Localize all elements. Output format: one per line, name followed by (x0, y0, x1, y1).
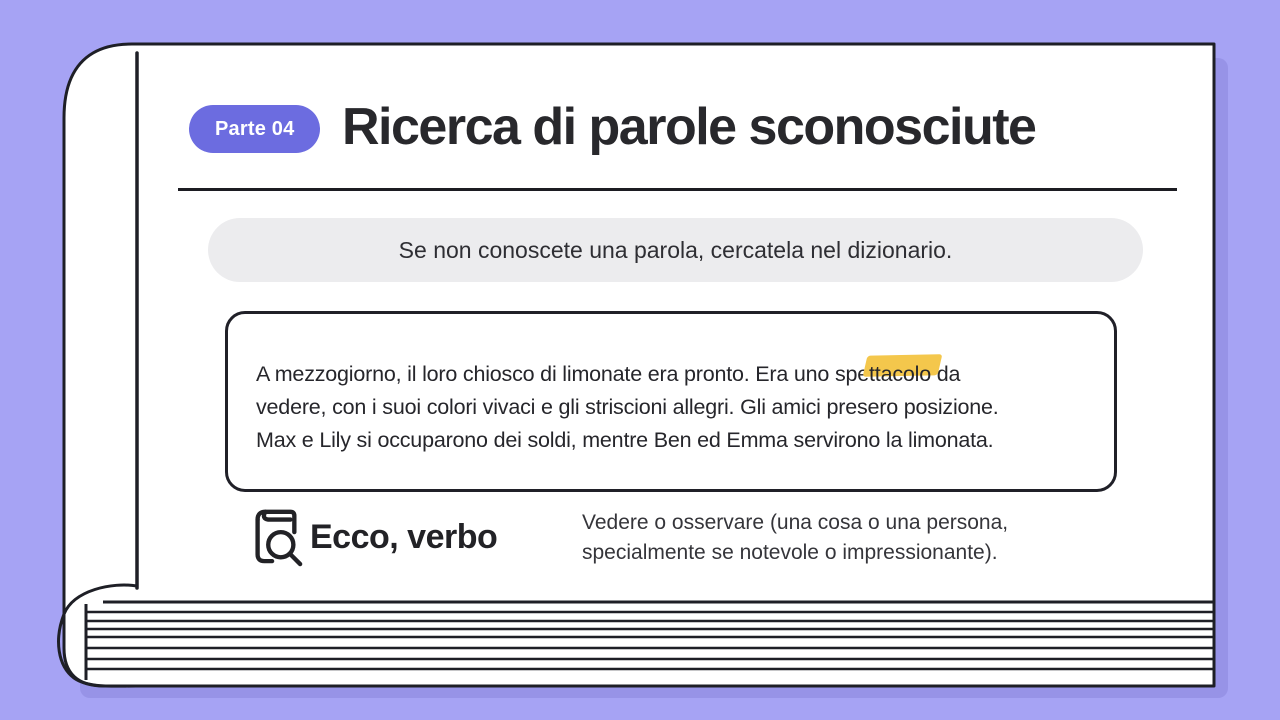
page-title: Ricerca di parole sconosciute (342, 98, 1036, 156)
instruction-text: Se non conoscete una parola, cercatela nel dizionario. (398, 236, 953, 263)
book-search-icon (246, 504, 304, 568)
passage-line-2: vedere, con i suoi colori vivaci e gli striscioni allegri. Gli amici presero posizione. (256, 395, 999, 419)
part-badge: Parte 04 (189, 105, 320, 153)
word-definition: Vedere o osservare (una cosa o una persona, specialmente se notevole o impressionante). (582, 511, 1009, 564)
passage-text (256, 358, 1088, 457)
passage-line-1: A mezzogiorno, il loro chiosco di limonate era pronto. Era uno spettacolo da (256, 362, 961, 386)
word-term: Ecco, verbo (310, 518, 498, 556)
passage-line-3: Max e Lily si occuparono dei soldi, mentre Ben ed Emma servirono la limonata. (256, 428, 994, 452)
passage-box (225, 311, 1117, 492)
title-divider (178, 188, 1177, 191)
highlighted-word: ttacolo (869, 362, 931, 386)
instruction-banner (208, 218, 1143, 282)
